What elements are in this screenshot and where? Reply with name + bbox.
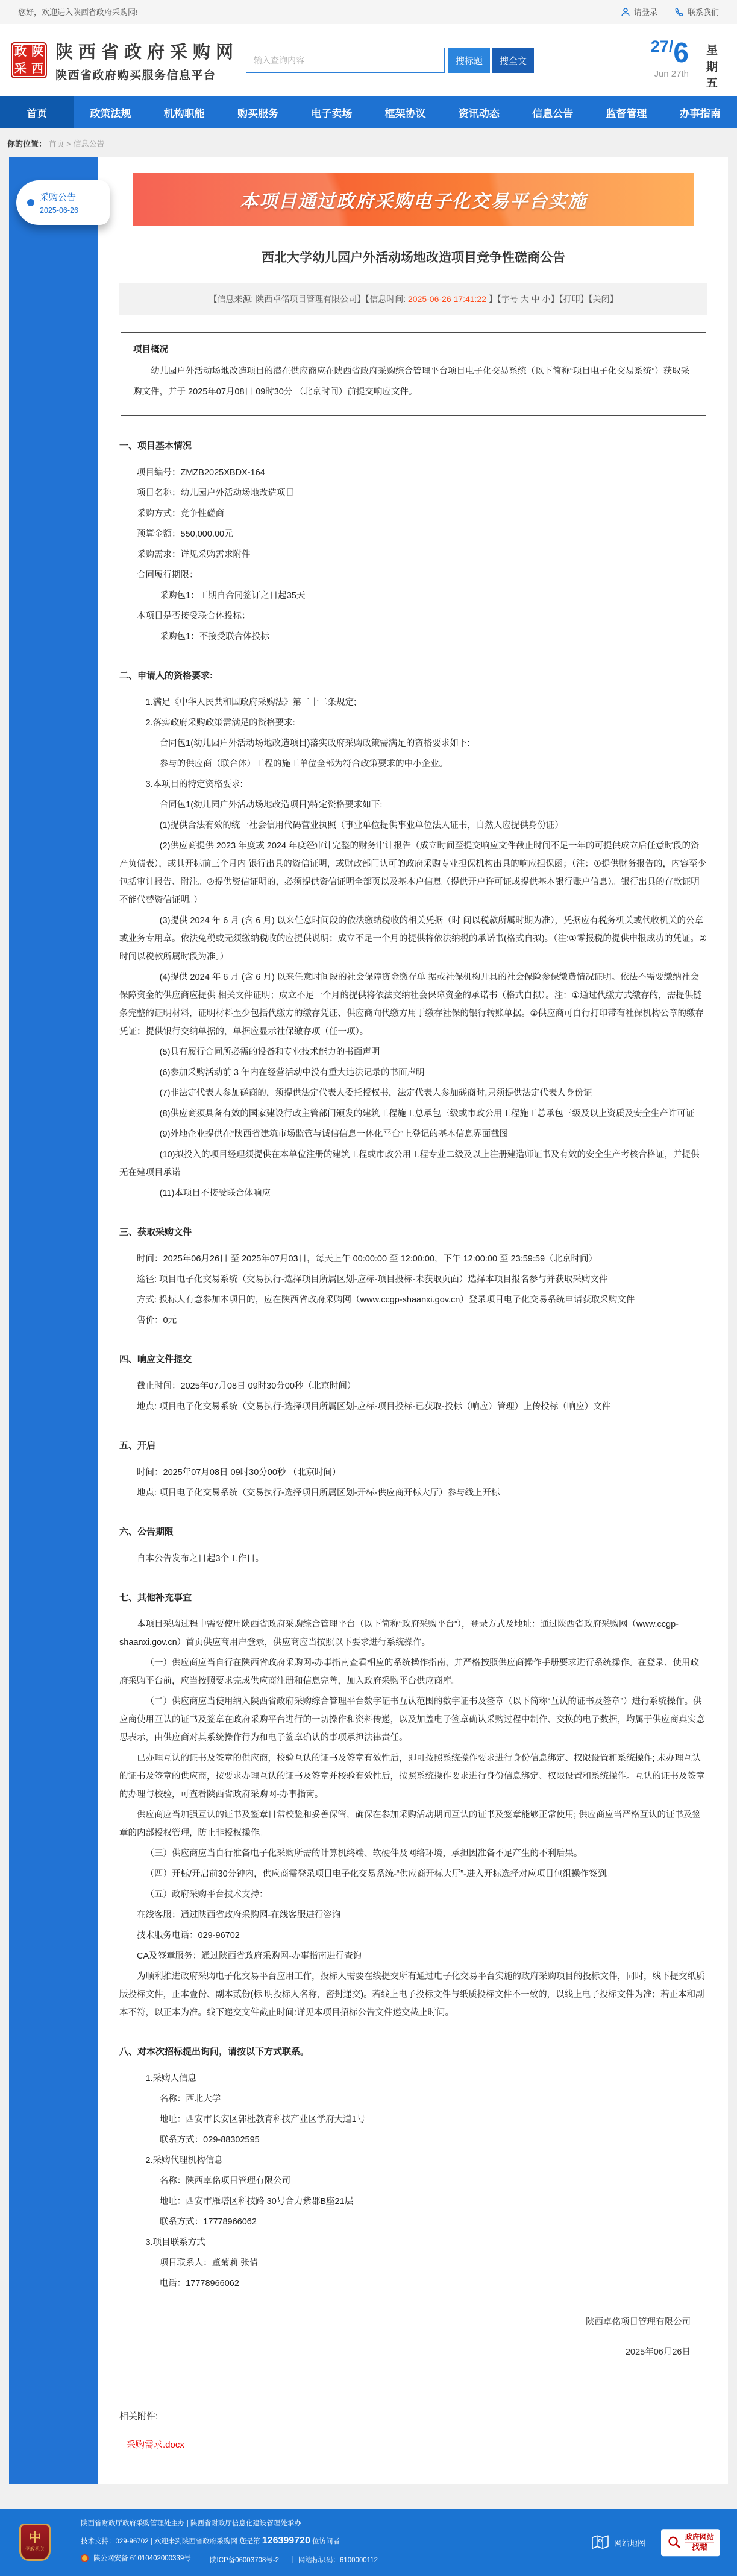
welcome-text: 您好，欢迎进入陕西省政府采购网! — [18, 8, 138, 17]
paragraph: (4)提供 2024 年 6 月 (含 6 月) 以来任意时间段的社会保障资金缴存单 据或社保机构开具的社会保险参保缴费情况证明。依法不需要缴纳社会保障资金的供应商应提供 相关文件证明；成立不足一个月的提供将依法交纳社会保障资金的承诺书（格式自拟）。注：①通过代缴方式缴存的，需提供链条完整的证明材料，证明材料至少包括代缴方的缴存凭证、供应商向代缴方用于缴存社保的银行转账单据。②供应商可自行打印带有社保机构公章的缴存凭证；提供银行交纳单据的，单据应显示社保缴存项（任一项）。 — [119, 973, 704, 1037]
breadcrumb-label: 你的位置： — [7, 139, 47, 148]
paragraph: （五）政府采购平台技术支持： — [145, 1890, 268, 1899]
gov-site-error-badge[interactable] — [661, 2529, 720, 2556]
top-bar — [0, 0, 737, 24]
nav-item-1[interactable]: 政策法规 — [90, 107, 131, 119]
paragraph: 在线客服：通过陕西省政府采购网-在线客服进行咨询 — [137, 1910, 341, 1920]
top-bar-right — [621, 6, 719, 17]
nav-item-3[interactable]: 购买服务 — [237, 107, 279, 119]
nav-item-5[interactable]: 框架协议 — [384, 107, 426, 119]
paragraph: 2.落实政府采购政策需满足的资格要求: — [145, 718, 295, 728]
logo-char: 西 — [31, 62, 43, 75]
search-title-button[interactable]: 搜标题 — [448, 48, 490, 73]
paragraph: 预算金额：550,000.00元 — [137, 529, 233, 539]
footer-visitor-suffix: 位访问者 — [310, 2538, 340, 2546]
paragraph: 途径: 项目电子化交易系统（交易执行-选择项目所属区划-应标-项目投标-未获取页面）选择本项目报名参与并获取采购文件 — [137, 1275, 608, 1284]
breadcrumb-home[interactable]: 首页 — [48, 139, 64, 148]
paragraph: 2.采购代理机构信息 — [145, 2156, 223, 2165]
attachment-files — [119, 2422, 707, 2451]
paragraph: 时间：2025年07月08日 09时30分00秒 （北京时间） — [137, 1468, 341, 1477]
paragraph: 联系方式：029-88302595 — [159, 2135, 260, 2145]
page-body — [0, 128, 737, 2509]
breadcrumb — [0, 128, 737, 157]
meta-time-suffix: 】 — [486, 294, 497, 304]
site-title: 陕西省政府采购网 — [55, 42, 239, 62]
nav-item-4[interactable]: 电子卖场 — [311, 107, 353, 119]
signature-company: 陕西卓佲项目管理有限公司 — [586, 2317, 691, 2327]
paragraph: 合同包1(幼儿园户外活动场地改造项目)落实政府采购政策需满足的资格要求如下: — [159, 739, 470, 748]
site-code: ｜ 网站标识码：6100000112 — [289, 2557, 378, 2565]
paragraph: (3)提供 2024 年 6 月 (含 6 月) 以来任意时间段的依法缴纳税收的相关凭据（时 间以税款所属时期为准），凭据应有税务机关或代收机关的公章或业务专用章。依法免税或无须缴纳税收的应提供说明；成立不足一个月的提供将依法纳税的承诺书(格式自拟)。（注:①零报税的提供申报成功的凭证。②时间以税款所属时段为准。） — [119, 916, 707, 962]
emblem-symbol: 中 — [29, 2531, 41, 2545]
paragraph: （二）供应商应当使用纳入陕西省政府采购综合管理平台数字证书互认范围的数字证书及签章（以下简称“互认的证书及签章”）进行系统操作。供应商使用互认的证书及签章在政府采购平台进行的一切操作和资料传递，以及加盖电子签章确认采购过程中制作、交换的电子数据，均属于供应商真实意思表示，由供应商对其系统操作行为和电子签章确认的事项承担法律责任。 — [119, 1697, 705, 1743]
attachments-label: 相关附件: — [119, 2411, 158, 2422]
paragraph: 合同包1(幼儿园户外活动场地改造项目)特定资格要求如下: — [159, 800, 383, 810]
paragraph: 售价：0元 — [137, 1316, 177, 1325]
paragraph: 采购方式：竞争性磋商 — [137, 509, 224, 519]
paragraph: 地点: 项目电子化交易系统（交易执行-选择项目所属区划-开标-供应商开标大厅）参与线上开标 — [137, 1488, 500, 1498]
paragraph: 采购需求：详见采购需求附件 — [137, 550, 251, 560]
paragraph: (11)本项目不接受联合体响应 — [159, 1189, 271, 1198]
paragraph: 为顺利推进政府采购电子化交易平台应用工作，投标人需要在线提交所有通过电子化交易平台实施的政府采购项目的投标文件，同时，线下提交纸质版投标文件，正本壹份、副本贰份(标 明投标人名称，密封递交)。若线上电子投标文件与纸质投标文件不一致的，以线上电子投标文件为准；若正本和副本不符，以正本为准。线下递交文件截止时间:详见本项目招标公告文件递交截止时间。 — [119, 1972, 705, 2018]
footer — [0, 2509, 737, 2576]
paragraph: （四）开标/开启前30分钟内，供应商需登录项目电子化交易系统-“供应商开标大厅”-进入开标选择对应项目包组操作签到。 — [145, 1869, 615, 1879]
main-nav — [0, 96, 737, 128]
print-button[interactable]: 【打印】 — [559, 294, 589, 304]
magnifier-icon — [667, 2536, 682, 2550]
paragraph: 本项目是否接受联合体投标： — [137, 611, 251, 621]
paragraph: 自本公告发布之日起3个工作日。 — [137, 1554, 265, 1564]
paragraph: 时间：2025年06月26日 至 2025年07月03日，每天上午 00:00:00 至 12:00:00，下午 12:00:00 至 23:59:59（北京时间） — [137, 1254, 598, 1264]
sidebar-tab-text — [40, 191, 78, 215]
paragraph: 采购包1：工期自合同签订之日起35天 — [159, 591, 306, 601]
badge-text — [685, 2533, 714, 2552]
paragraph: (8)供应商须具备有效的国家建设行政主管部门颁发的建筑工程施工总承包三级或市政公用工程施工总承包三级及以上资质及安全生产许可证 — [159, 1109, 695, 1119]
logo-char: 政 — [14, 45, 27, 58]
paragraph: (10)拟投入的项目经理须提供在本单位注册的建筑工程或市政公用工程专业二级及以上注册建造师证书及有效的安全生产考核合格证，并提供无在建项目承诺 — [119, 1150, 700, 1178]
site-subtitle: 陕西省政府购买服务信息平台 — [55, 69, 216, 82]
footer-legal-line — [81, 2551, 386, 2568]
close-button[interactable]: 【关闭】 — [588, 294, 618, 304]
nav-item-9[interactable]: 办事指南 — [679, 107, 721, 119]
overview-body: 幼儿园户外活动场地改造项目的潜在供应商应在陕西省政府采购综合管理平台项目电子化交易系统（以下简称“项目电子化交易系统”）获取采购文件，并于 2025年07月08日 09时30分 （北京时间）前提交响应文件。 — [133, 367, 690, 397]
paragraph: CA及签章服务：通过陕西省政府采购网-办事指南进行查询 — [137, 1951, 362, 1961]
paragraph: 项目联系人：董菊莉 张倩 — [159, 2258, 259, 2268]
paragraph: 采购包1：不接受联合体投标 — [159, 632, 269, 642]
overview-title: 项目概况 — [133, 345, 168, 355]
section-heading: 七、其他补充事宜 — [119, 1593, 192, 1603]
phone-icon — [674, 7, 684, 17]
attachment-file-link[interactable]: 采购需求.docx — [127, 2440, 184, 2450]
sidebar-tab-date: 2025-06-26 — [40, 206, 78, 215]
paragraph: （一）供应商应当自行在陕西省政府采购网-办事指南查看相应的系统操作指南，并严格按照供应商操作手册要求进行系统操作。在登录、使用政府采购平台前，应当按照要求完成供应商注册和信息完善，加入政府采购平台供应商库。 — [119, 1658, 699, 1686]
paragraph: 合同履行期限： — [137, 570, 198, 580]
search-area — [246, 48, 534, 73]
paragraph: 项目名称：幼儿园户外活动场地改造项目 — [137, 488, 294, 498]
sidebar — [9, 157, 98, 2484]
search-input[interactable] — [246, 48, 445, 73]
paragraph: 地址：西安市雁塔区科技路 30号合力紫郡B座21层 — [159, 2197, 354, 2206]
paragraph: (6)参加采购活动前 3 年内在经营活动中没有重大违法记录的书面声明 — [159, 1068, 425, 1078]
article-meta-bar — [119, 283, 707, 315]
article-card — [98, 157, 728, 2484]
paragraph: 电话：17778966062 — [159, 2279, 239, 2288]
police-badge-icon — [81, 2554, 89, 2562]
sections — [119, 439, 707, 2293]
paragraph: 名称：西北大学 — [159, 2094, 221, 2104]
badge-line2: 找错 — [685, 2542, 714, 2553]
signature-block — [119, 2313, 707, 2361]
site-logo — [11, 42, 47, 78]
content-row — [9, 157, 728, 2484]
logo-char: 陕 — [31, 45, 43, 58]
paragraph: 地点: 项目电子化交易系统（交易执行-选择项目所属区划-应标-项目投标-已获取-投标（响应）管理）上传投标（响应）文件 — [137, 1402, 611, 1412]
breadcrumb-separator: > — [66, 139, 74, 148]
section-heading: 五、开启 — [119, 1441, 156, 1451]
paragraph: 1.采购人信息 — [145, 2074, 197, 2083]
section-heading: 六、公告期限 — [119, 1527, 174, 1537]
paragraph: 本项目采购过程中需要使用陕西省政府采购综合管理平台（以下简称“政府采购平台”），登录方式及地址：通过陕西省政府采购网（www.ccgp-shaanxi.gov.cn）首页供应商用户登录，供应商应当按照以下要求进行系统操作。 — [119, 1620, 679, 1647]
attachments-block — [119, 2410, 707, 2451]
sitemap-link[interactable] — [591, 2535, 645, 2551]
paragraph: 1.满足《中华人民共和国政府采购法》第二十二条规定; — [145, 698, 357, 707]
banner-text: 本项目通过政府采购电子化交易平台实施 — [240, 192, 587, 212]
sidebar-tab-title: 采购公告 — [40, 192, 77, 203]
nav-item-6[interactable]: 资讯动态 — [458, 107, 500, 119]
bullet-dot-icon — [27, 199, 34, 206]
paragraph: 地址：西安市长安区郭杜教育科技产业区学府大道1号 — [159, 2115, 366, 2124]
paragraph: 3.项目联系方式 — [145, 2238, 205, 2247]
paragraph: 供应商应当加强互认的证书及签章日常校验和妥善保管，确保在参加采购活动期间互认的证书及签章能够正常使用; 供应商应当严格互认的证书及签章的内部授权管理，防止非授权操作。 — [119, 1810, 701, 1838]
footer-right — [591, 2529, 720, 2556]
meta-time-label: 【信息时间: — [365, 294, 408, 304]
public-security-record: 陕公网安备 61010402000339号 — [81, 2551, 199, 2566]
nav-item-7[interactable]: 信息公告 — [532, 107, 574, 119]
paragraph: (7)非法定代表人参加磋商的，须提供法定代表人委托授权书，法定代表人参加磋商时,只须提供法定代表人身份证 — [159, 1088, 592, 1098]
paragraph: 参与的供应商（联合体）工程的施工单位全部为符合政策要求的中小企业。 — [159, 759, 448, 769]
paragraph: 截止时间：2025年07月08日 09时30分00秒（北京时间） — [137, 1381, 356, 1391]
signature-date: 2025年06月26日 — [625, 2347, 691, 2357]
party-government-emblem — [19, 2524, 51, 2561]
section-heading: 二、申请人的资格要求: — [119, 671, 213, 681]
search-fulltext-button[interactable]: 搜全文 — [492, 48, 534, 73]
paragraph: (2)供应商提供 2023 年度或 2024 年度经审计完整的财务审计报告（成立时间至提交响应文件截止时间不足一年的可提供成立后任意时段的资产负债表），或其开标前三个月内 银行出具的资信证明，或财政部门认可的政府采购专业担保机构出具的响应担保函；（注：①提供财务报告的，内容至少包括审计报告、附注。②提供资信证明的，必须提供资信证明全部页以及基本户信息（提供开户许可证或提供基本银行账户信息）。银行出具的存款证明不能代替资信证明。） — [119, 841, 707, 905]
breadcrumb-current[interactable]: 信息公告 — [73, 139, 105, 148]
meta-source: 【信息来源: 陕西卓佲项目管理有限公司】 — [209, 294, 366, 304]
section-heading: 四、响应文件提交 — [119, 1354, 192, 1365]
sitemap-label: 网站地图 — [613, 2539, 645, 2548]
paragraph: 名称：陕西卓佲项目管理有限公司 — [159, 2176, 291, 2186]
paragraph: 方式: 投标人有意参加本项目的，应在陕西省政府采购网（www.ccgp-shaanxi.gov.cn）登录项目电子化交易系统申请获取采购文件 — [137, 1295, 635, 1305]
font-size-controls[interactable]: 【字号 大 中 小】 — [497, 294, 559, 304]
footer-support-text: 技术支持：029-96702 | 欢迎来到陕西省政府采购网 您是第 — [81, 2538, 262, 2546]
paragraph: （三）供应商应当自行准备电子化采购所需的计算机终端、软硬件及网络环境，承担因准备不足产生的不利后果。 — [145, 1849, 583, 1858]
weekday-label: 星期五 — [706, 44, 718, 90]
map-icon — [591, 2535, 609, 2551]
login-link[interactable] — [621, 6, 657, 17]
paragraph: 项目编号：ZMZB2025XBDX-164 — [137, 468, 265, 478]
date-numbers: 27/6 — [650, 37, 689, 68]
section-heading: 八、对本次招标提出询问，请按以下方式联系。 — [119, 2047, 310, 2057]
footer-text — [81, 2516, 386, 2568]
paragraph: 3.本项目的特定资格要求: — [145, 780, 243, 789]
icp-record: 陕ICP备06003708号-2 — [209, 2557, 280, 2565]
nav-item-0[interactable]: 首页 — [0, 96, 74, 128]
footer-organizer-line: 陕西省财政厅政府采购管理处主办 | 陕西省财政厅信息化建设管理处承办 — [81, 2520, 301, 2527]
platform-banner — [133, 173, 694, 226]
contact-link[interactable] — [674, 6, 719, 17]
login-label: 请登录 — [633, 8, 657, 17]
date-widget — [651, 39, 689, 79]
footer-visitor-line — [81, 2531, 386, 2551]
paragraph: 技术服务电话：029-96702 — [137, 1931, 240, 1940]
section-heading: 一、项目基本情况 — [119, 441, 192, 451]
site-header — [0, 24, 737, 96]
visitor-count: 126399720 — [262, 2536, 310, 2546]
date-english: Jun 27th — [654, 69, 689, 79]
paragraph: (9)外地企业提供在“陕西省建筑市场监管与诚信信息一体化平台”上登记的基本信息界面截图 — [159, 1129, 509, 1139]
user-icon — [621, 7, 630, 17]
meta-time-value: 2025-06-26 17:41:22 — [408, 294, 486, 304]
paragraph: (1)提供合法有效的统一社会信用代码营业执照（事业单位提供事业单位法人证书，自然人应提供身份证） — [159, 821, 563, 830]
emblem-label: 党政机关 — [25, 2546, 45, 2552]
footer-gap — [0, 2484, 737, 2509]
project-overview-box — [121, 332, 706, 416]
section-heading: 三、获取采购文件 — [119, 1227, 192, 1237]
contact-label: 联系我们 — [687, 8, 719, 17]
nav-item-2[interactable]: 机构职能 — [163, 107, 205, 119]
paragraph: 已办理互认的证书及签章的供应商，校验互认的证书及签章有效性后，即可按照系统操作要求进行身份信息绑定、权限设置和系统操作; 未办理互认的证书及签章的供应商，按要求办理互认的证书及签章并校验有效性后，按照系统操作要求进行身份信息绑定、权限设置和系统操作。互认的证书及签章的办理与校验，可查看陕西省政府采购网-办事指南。 — [119, 1754, 705, 1799]
sidebar-tab-procurement-notice[interactable] — [16, 180, 110, 225]
site-names — [55, 39, 239, 83]
paragraph: (5)具有履行合同所必需的设备和专业技术能力的书面声明 — [159, 1047, 380, 1057]
article-title: 西北大学幼儿园户外活动场地改造项目竞争性磋商公告 — [262, 251, 565, 265]
nav-item-8[interactable]: 监督管理 — [606, 107, 647, 119]
logo-char: 采 — [14, 62, 27, 75]
badge-line1: 政府网站 — [685, 2532, 714, 2541]
paragraph: 联系方式：17778966062 — [159, 2217, 257, 2227]
